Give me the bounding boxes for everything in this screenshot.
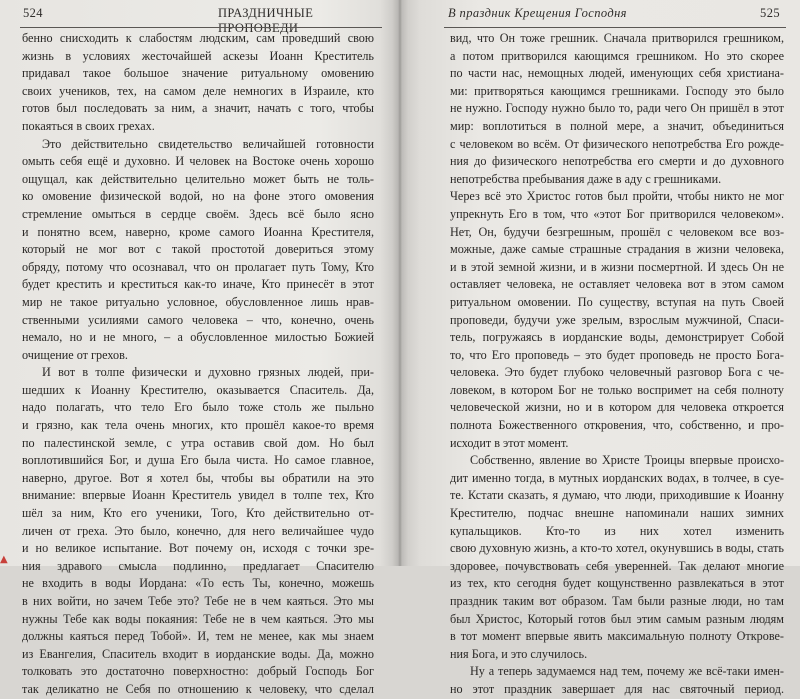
text-line: ми: притворяться кающимся грешниками. Господу это было [450,83,784,98]
text-line: в тот момент впервые явить максимальную полноту Открове- [450,629,784,644]
text-line: купальщиков. Кто-то из них хотел изменить [450,523,784,538]
text-line: свою духовную жизнь, а кто-то хотел, окунувшись в воды, стать [450,541,784,556]
text-line: и в этой земной жизни, и в жизни посмертной. И здесь Он не [450,259,784,274]
text-line: можные, даже самые страшные страдания в жизни человека, [450,242,784,257]
text-line: а потом притворился кающимся грешником. Но это скорее [450,48,784,63]
text-line: оставляет человека, не оставляет человека вот в этом самом [450,277,784,292]
text-line: по части нас, немощных людей, именующих себя христиана- [450,66,784,81]
text-line: очищение от грехов. [22,347,128,362]
text-line: мир не такое ритуально условное, обусловленное лишь нрав- [22,294,374,309]
right-page [408,0,800,696]
text-line: человека. Это будет глубоко человечный разговор Бога с че- [450,365,784,380]
running-title: В праздник Крещения Господня [448,6,627,20]
text-line: те. Кстати сказать, я думаю, что люди, приходившие к Иоанну [450,488,784,503]
text-line: ния Бога, и это случилось. [450,646,588,661]
text-line: ко омовение физической водой, но на фоне этого омовения [22,189,374,204]
text-line: не нужно. Господу нужно было то, ради чего Он пришёл в этот [450,101,784,116]
text-line: готов был последовать за ним, а значит, начать с того, чтобы [22,101,374,116]
text-line: бенно снисходить к слабостям людским, сам проведший свою [22,31,374,45]
text-line: не входить в воды Иордана: «То есть Ты, конечно, можешь [22,576,374,591]
text-line: шёл за ним, Кто его ученики, Того, Кто действительно от- [22,506,374,521]
text-line: и понятно всем, наверно, кроме самого Иоанна Крестителя, [22,224,374,239]
text-line: личен от греха. Это было, конечно, для него величайшее чудо [22,523,374,538]
text-line: Крестителю, подчас внешне напоминали наших зимних [450,506,784,521]
text-line: Собственно, явление во Христе Троицы впервые происхо- [470,453,784,468]
text-line: праздник таким вот образом. Там были разные люди, но там [450,594,784,608]
text-line: был Христос, Который готов был этим самым разным людям [450,611,784,626]
text-line: надо полагать, что тело Его было тоже столь же пыльно [22,400,374,415]
text-line: Через всё это Христос готов был пройти, чтобы никто не мог [450,189,784,204]
left-page-header [0,6,392,35]
text-line: толковать это достаточно поверхностно: добрый Господь Бог [22,664,374,679]
text-line: вид, что Он тоже грешник. Сначала притворился грешником, [450,31,784,45]
text-line: обряду, потому что осознавал, что он пролагает путь Тому, Кто [22,259,374,274]
text-line: воплотившийся Бог, и душа Его была чиста. Но самое главное, [22,453,374,468]
text-line: мир: воплотиться в полной мере, а значит, объединиться [450,118,784,133]
text-line: то, что Его проповедь – это будет проповедь не просто Бога- [450,347,784,362]
text-line: придавал такое большое значение ритуальному омовению [22,66,374,81]
text-line: ственными усилиями самого человека – что, конечно, очень [22,312,374,327]
text-line: Нет, Он, будучи безгрешным, прошёл с человеком все воз- [450,224,784,239]
corner-mark-icon: ▲ [0,554,8,565]
text-line: дит именно тогда, в мутных иорданских водах, в толчее, в суе- [450,470,784,485]
text-line: Это действительно свидетельство величайшей готовности [42,136,374,151]
text-line: нужны Тебе как воды покаяния: Тебе не в чем каяться. Это мы [22,611,374,626]
text-line: будет крестить и креститься как-то иначе, Кто принесёт в этот [22,277,374,292]
text-line: по палестинской земле, с утра оставив свой дом. Но был [22,435,374,450]
text-line: ритуальном омовении. По существу, вступая на путь Своей [450,294,784,309]
text-line: который не мог вот с такой простотой довериться этому [22,242,374,257]
text-line: из Евангелия, Спаситель входит в иорданские воды. Да, можно [22,646,374,661]
text-line: немало, но и не много, – а обусловленное милостью Божией [22,330,374,345]
text-line: исходит в этот момент. [450,435,569,450]
text-line: ния до физического непотребства его смерти и до духовного [450,154,784,169]
page-number: 524 [23,6,43,20]
header-rule [444,27,786,28]
text-line: так деликатно не Себя по отношению к человеку, что сделал [22,681,374,696]
left-page [0,0,392,696]
text-line: из тех, кто сегодня будет кощунственно развлекаться в этот [450,576,784,591]
text-line: человеческой жизни, но и в котором для человека откроется [450,400,784,415]
text-line: Ну а теперь задумаемся над тем, почему же всё-таки имен- [470,664,784,679]
text-line: с человеком во всём. От физического непотребства Его рожде- [450,136,784,151]
text-line: упрекнуть Его в том, что «этот Бог притворился человеком». [450,206,784,221]
text-line: внимание: впервые Иоанн Креститель увидел в толпе тех, Кто [22,488,374,503]
text-line: наверно, другое. Вот я хотел бы, чтобы вы обратили на это [22,470,374,485]
text-line: но этот праздник завершает для нас святочный период. [450,681,784,696]
text-line: шедших к Иоанну Крестителю, оказывается Спаситель. Да, [22,382,374,397]
text-line: И вот в толпе физически и духовно грязных людей, при- [42,365,374,380]
header-rule [20,27,382,28]
left-page-text [22,30,374,699]
text-line: ловеком, в котором Бог не только воспримет на себя полноту [450,382,784,397]
text-line: ощущал, как действительно целительно может быть не толь- [22,171,374,186]
text-line: жизнь в условиях жесточайшей аскезы Иоанн Креститель [22,48,374,63]
text-line: ния здравого смысла подлинно, предлагает Спасителю [22,558,374,573]
text-line: тель, погружаясь в иорданские воды, демонстрирует Собой [450,330,784,345]
right-page-header [408,6,800,24]
text-line: должны каяться перед Тобой». И, тем не менее, как мы знаем [22,629,374,644]
right-page-text [450,30,784,699]
text-line: здоровее, почувствовать себя уверенней. Так делают многие [450,558,784,573]
text-line: полнота Божественного откровения, что, собственно, и про- [450,418,784,433]
text-line: стремление омыться в сердце своём. Здесь всё было ясно [22,206,374,221]
text-line: омыть себя ещё и духовно. И человек на Востоке очень хорошо [22,154,374,169]
text-line: и грязно, как тела очень многих, кто прошёл какое-то время [22,418,374,433]
text-line: своих учеников, тех, на самом деле немногих в Израиле, кто [22,83,374,98]
text-line: покаяться в своих грехах. [22,118,155,133]
text-line: непотребства пребывания даже в аду с грешниками. [450,171,722,186]
text-line: в них войти, но зачем Тебе это? Тебе не в чем каяться. Это мы [22,594,374,608]
text-line: проповеди, будучи уже зрелым, взрослым мужчиной, Спаси- [450,312,784,327]
running-title: ПРАЗДНИЧНЫЕ ПРОПОВЕДИ [218,6,314,35]
text-line: и но великое испытание. Вот почему он, исходя с точки зре- [22,541,374,556]
page-number: 525 [760,6,780,20]
